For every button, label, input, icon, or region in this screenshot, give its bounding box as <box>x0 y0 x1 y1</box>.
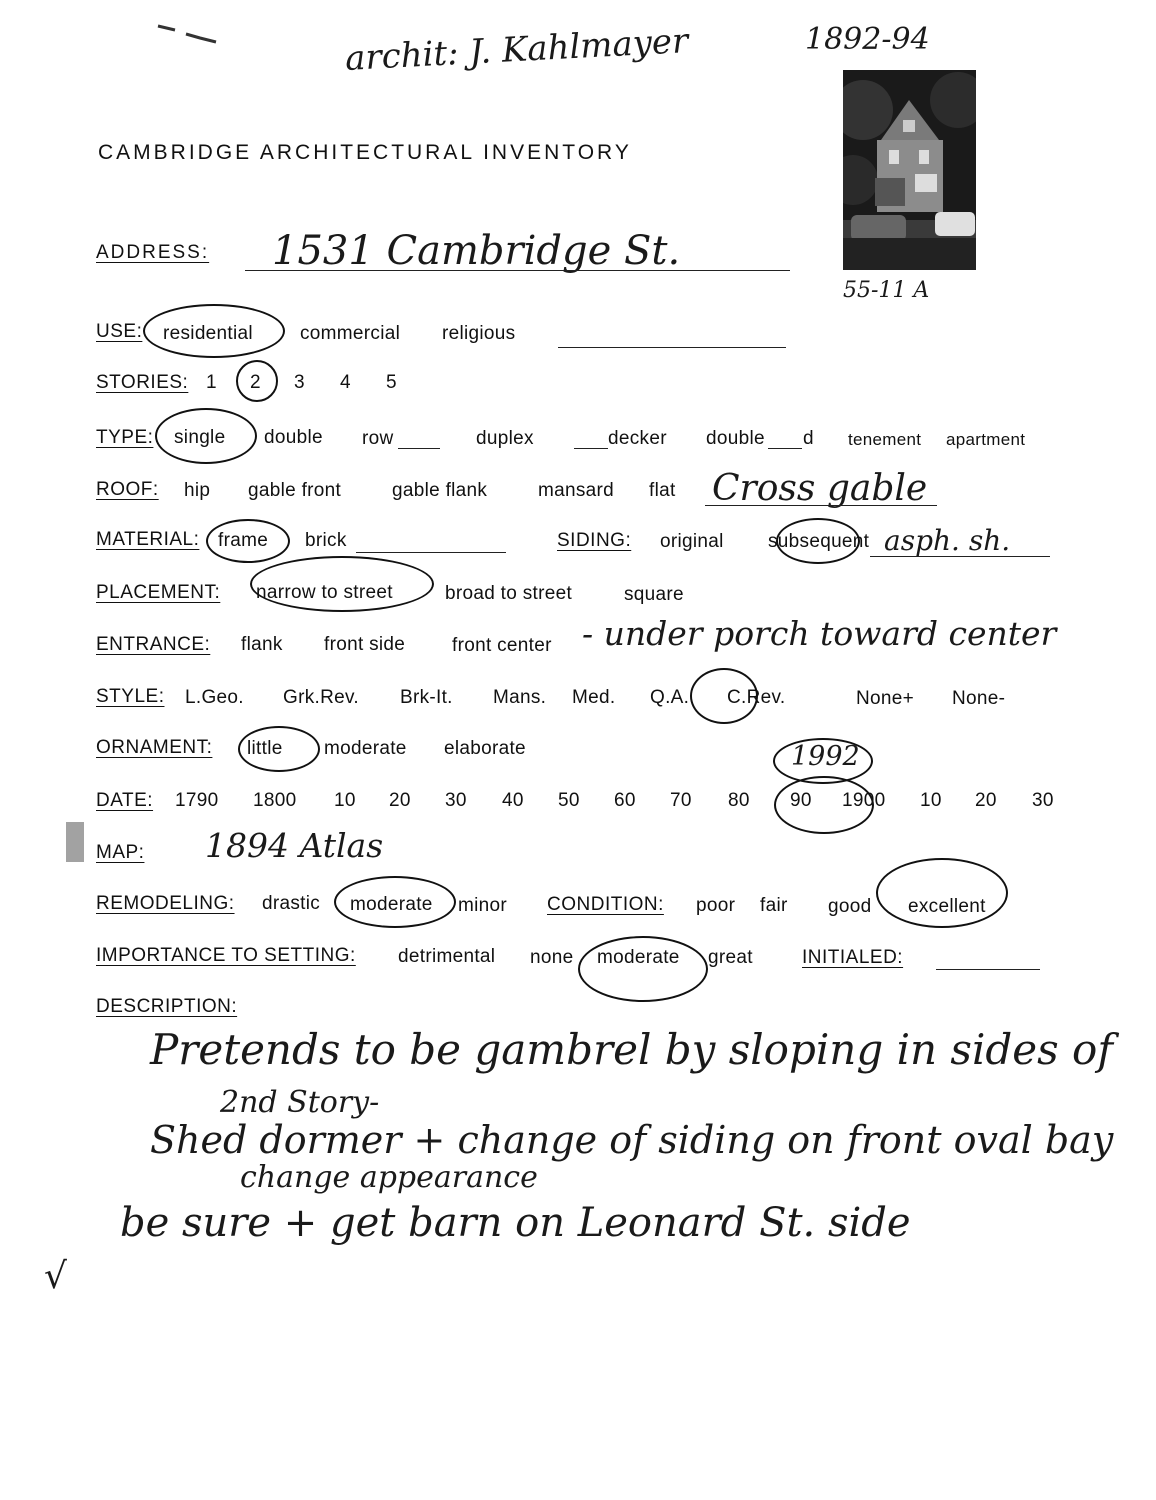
material-other-line <box>356 552 506 553</box>
condition-option-poor: poor <box>696 895 736 916</box>
remodeling-option-moderate: moderate <box>350 894 433 915</box>
ornament-label: ORNAMENT: <box>96 737 213 758</box>
material-label: MATERIAL: <box>96 529 200 550</box>
scan-mark <box>0 0 260 60</box>
condition-option-fair: fair <box>760 895 788 916</box>
ornament-option-little: little <box>247 738 283 759</box>
description-line-4: change appearance <box>240 1160 538 1195</box>
material-option-frame: frame <box>218 530 269 551</box>
map-handwritten: 1894 Atlas <box>205 826 384 865</box>
roof-option-gable-flank: gable flank <box>392 480 488 501</box>
use-option-residential: residential <box>163 323 253 344</box>
style-option-none-plus: None+ <box>856 688 915 709</box>
type-option-apartment: apartment <box>946 430 1026 449</box>
description-line-2: 2nd Story- <box>220 1085 380 1120</box>
date-selection-mark <box>774 776 874 834</box>
condition-option-excellent: excellent <box>908 896 986 917</box>
style-option-brkit: Brk-It. <box>400 687 453 708</box>
type-option-single: single <box>174 427 226 448</box>
roof-option-gable-front: gable front <box>248 480 342 501</box>
siding-option-original: original <box>660 531 724 552</box>
placement-option-narrow: narrow to street <box>256 582 393 603</box>
style-option-none-minus: None- <box>952 688 1006 709</box>
address-underline <box>245 270 790 271</box>
date-option-1790: 1790 <box>175 790 219 811</box>
material-option-brick: brick <box>305 530 347 551</box>
entrance-option-flank: flank <box>241 634 283 655</box>
placement-label: PLACEMENT: <box>96 582 221 603</box>
siding-other-line <box>870 556 1050 557</box>
stories-option-2: 2 <box>250 372 261 393</box>
siding-option-subsequent: subsequent <box>768 531 870 552</box>
use-other-line <box>558 347 786 348</box>
entrance-option-front-side: front side <box>324 634 406 655</box>
date-option-10b: 10 <box>920 790 942 811</box>
ornament-selection-mark <box>238 726 320 772</box>
date-option-10: 10 <box>334 790 356 811</box>
stories-option-3: 3 <box>294 372 305 393</box>
roof-handwritten: Cross gable <box>712 468 928 509</box>
form-title: CAMBRIDGE ARCHITECTURAL INVENTORY <box>98 141 632 164</box>
type-option-tenement: tenement <box>848 430 922 449</box>
type-option-duplex: duplex <box>476 428 534 449</box>
date-option-80: 80 <box>728 790 750 811</box>
importance-option-detrimental: detrimental <box>398 946 496 967</box>
house-photo <box>843 70 976 270</box>
style-option-med: Med. <box>572 687 616 708</box>
importance-label: IMPORTANCE TO SETTING: <box>96 945 356 966</box>
style-option-grkrev: Grk.Rev. <box>283 687 359 708</box>
stories-label: STORIES: <box>96 372 189 393</box>
remodeling-option-minor: minor <box>458 895 508 916</box>
style-selection-mark <box>690 668 758 724</box>
description-line-5: be sure + get barn on Leonard St. side <box>120 1200 911 1246</box>
type-option-double-d: double <box>706 428 765 449</box>
condition-label: CONDITION: <box>547 894 664 915</box>
scan-smudge <box>66 822 84 862</box>
map-label: MAP: <box>96 842 145 863</box>
type-option-d: d <box>803 428 814 449</box>
type-row-line <box>398 448 440 449</box>
placement-option-broad: broad to street <box>445 583 573 604</box>
remodeling-label: REMODELING: <box>96 893 235 914</box>
entrance-option-front-center: front center <box>452 635 552 656</box>
use-selection-mark <box>143 304 285 358</box>
date-option-90: 90 <box>790 790 812 811</box>
initialed-label: INITIALED: <box>802 947 904 968</box>
entrance-handwritten: - under porch toward center <box>582 614 1057 653</box>
date-handwritten: 1992 <box>791 741 860 772</box>
type-double-d-line <box>768 448 802 449</box>
date-note: 1892-94 <box>805 22 930 57</box>
date-option-20: 20 <box>389 790 411 811</box>
placement-selection-mark <box>250 556 434 612</box>
stories-option-1: 1 <box>206 372 217 393</box>
roof-option-flat: flat <box>649 480 676 501</box>
condition-selection-mark <box>876 858 1008 928</box>
roof-option-mansard: mansard <box>538 480 615 501</box>
initialed-line <box>936 969 1040 970</box>
date-option-1900: 1900 <box>842 790 886 811</box>
type-decker-line <box>574 448 608 449</box>
siding-label: SIDING: <box>557 530 632 551</box>
description-label: DESCRIPTION: <box>96 996 238 1017</box>
use-option-commercial: commercial <box>300 323 401 344</box>
date-option-60: 60 <box>614 790 636 811</box>
type-option-row: row <box>362 428 394 449</box>
importance-option-moderate: moderate <box>597 947 680 968</box>
ornament-option-elaborate: elaborate <box>444 738 526 759</box>
roof-other-line <box>705 505 937 506</box>
placement-option-square: square <box>624 584 684 605</box>
importance-selection-mark <box>578 936 708 1002</box>
stories-option-4: 4 <box>340 372 351 393</box>
photo-id: 55-11 A <box>843 278 930 303</box>
importance-option-none: none <box>530 947 574 968</box>
roof-option-hip: hip <box>184 480 211 501</box>
use-option-religious: religious <box>442 323 516 344</box>
style-option-lgeo: L.Geo. <box>185 687 244 708</box>
style-option-crev: C.Rev. <box>727 687 786 708</box>
style-option-qa: Q.A. <box>650 687 690 708</box>
address-label: ADDRESS: <box>96 242 210 263</box>
architect-note: archit: J. Kahlmayer <box>344 21 690 79</box>
date-label: DATE: <box>96 790 154 811</box>
style-option-mans: Mans. <box>493 687 547 708</box>
description-line-1: Pretends to be gambrel by sloping in sides of <box>150 1025 1113 1074</box>
siding-handwritten: asph. sh. <box>884 524 1011 557</box>
date-option-40: 40 <box>502 790 524 811</box>
description-line-3: Shed dormer + change of siding on front oval bay <box>150 1118 1114 1162</box>
stories-option-5: 5 <box>386 372 397 393</box>
check-mark: √ <box>44 1256 67 1297</box>
roof-label: ROOF: <box>96 479 159 500</box>
type-option-double: double <box>264 427 323 448</box>
importance-option-great: great <box>708 947 753 968</box>
date-option-50: 50 <box>558 790 580 811</box>
ornament-option-moderate: moderate <box>324 738 407 759</box>
address-value: 1531 Cambridge St. <box>272 228 681 274</box>
date-option-70: 70 <box>670 790 692 811</box>
entrance-label: ENTRANCE: <box>96 634 211 655</box>
type-label: TYPE: <box>96 427 154 448</box>
type-selection-mark <box>155 408 257 464</box>
remodeling-selection-mark <box>334 876 456 928</box>
condition-option-good: good <box>828 896 872 917</box>
material-selection-mark <box>206 519 290 563</box>
date-option-30b: 30 <box>1032 790 1054 811</box>
use-label: USE: <box>96 321 143 342</box>
type-option-decker: decker <box>608 428 667 449</box>
date-option-30: 30 <box>445 790 467 811</box>
date-option-1800: 1800 <box>253 790 297 811</box>
siding-selection-mark <box>776 518 860 564</box>
style-label: STYLE: <box>96 686 165 707</box>
stories-selection-mark <box>236 360 278 402</box>
date-option-20b: 20 <box>975 790 997 811</box>
remodeling-option-drastic: drastic <box>262 893 321 914</box>
